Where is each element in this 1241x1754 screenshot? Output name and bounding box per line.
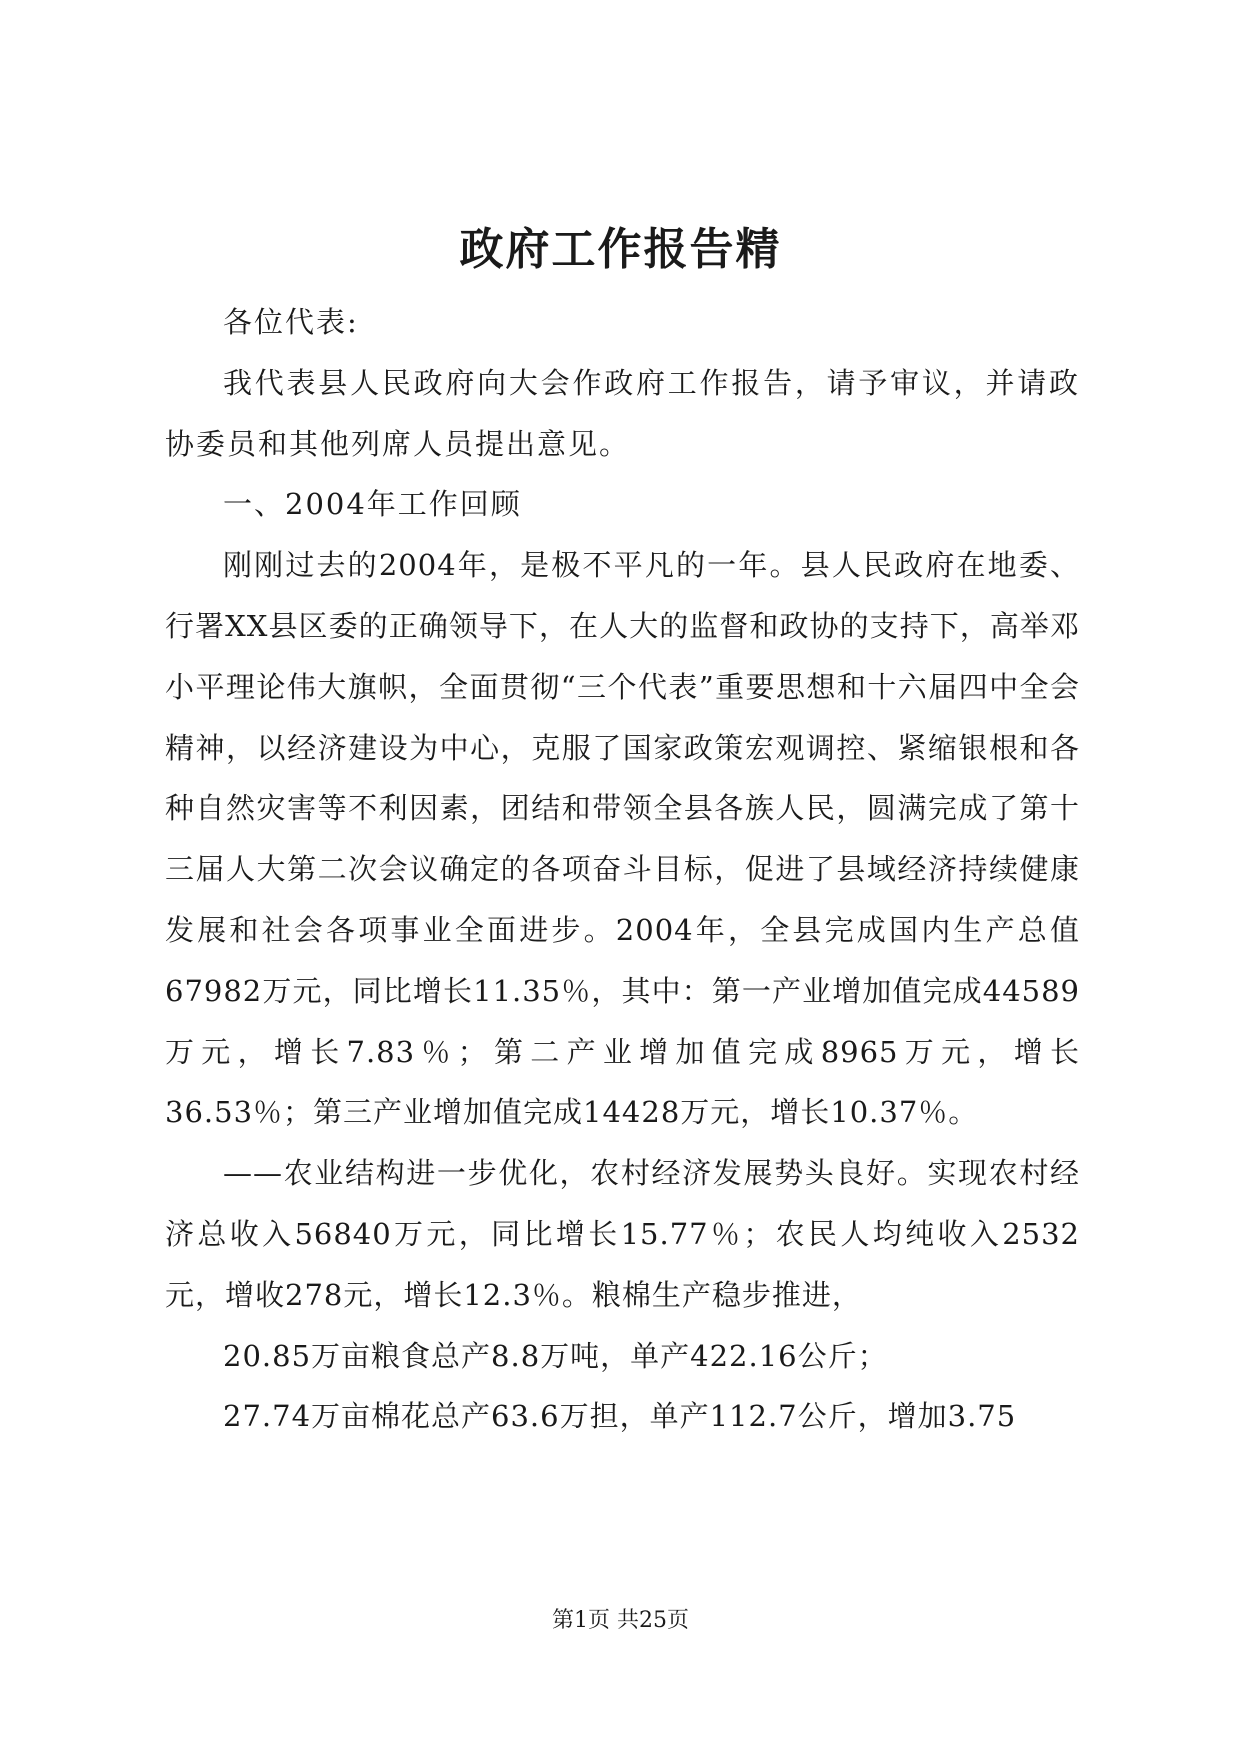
review-paragraph: 刚刚过去的2004年，是极不平凡的一年。县人民政府在地委、行署XX县区委的正确领导下，在人大的监督和政协的支持下，高举邓小平理论伟大旗帜，全面贯彻“三个代表”重要思想和十六届四中全会精神，以经济建设为中心，克服了国家政策宏观调控、紧缩银根和各种自然灾害等不利因素，团结和带领全县各族人民，圆满完成了第十三届人大第二次会议确定的各项奋斗目标，促进了县域经济持续健康发展和社会各项事业全面进步。2004年，全县完成国内生产总值67982万元，同比增长11.35％，其中：第一产业增加值完成44589万元，增长7.83％；第二产业增加值完成8965万元，增长36.53％；第三产业增加值完成14428万元，增长10.37％。 xyxy=(165,548,1080,1130)
intro-paragraph: 我代表县人民政府向大会作政府工作报告，请予审议，并请政协委员和其他列席人员提出意见。 xyxy=(165,365,1080,461)
salutation-paragraph: 各位代表: xyxy=(223,305,359,339)
cotton-paragraph: 27.74万亩棉花总产63.6万担，单产112.7公斤，增加3.75 xyxy=(223,1399,1017,1434)
document-body xyxy=(165,292,1080,1447)
grain-paragraph: 20.85万亩粮食总产8.8万吨，单产422.16公斤； xyxy=(223,1338,888,1373)
document-title: 政府工作报告精 xyxy=(459,224,782,275)
agriculture-paragraph: ——农业结构进一步优化，农村经济发展势头良好。实现农村经济总收入56840万元，同比增长15.77％；农民人均纯收入2532元，增收278元，增长12.3％。粮棉生产稳步推进， xyxy=(165,1156,1080,1312)
section-heading-review: 一、2004年工作回顾 xyxy=(223,487,522,522)
page-number-footer: 第1页 共25页 xyxy=(552,1608,689,1633)
